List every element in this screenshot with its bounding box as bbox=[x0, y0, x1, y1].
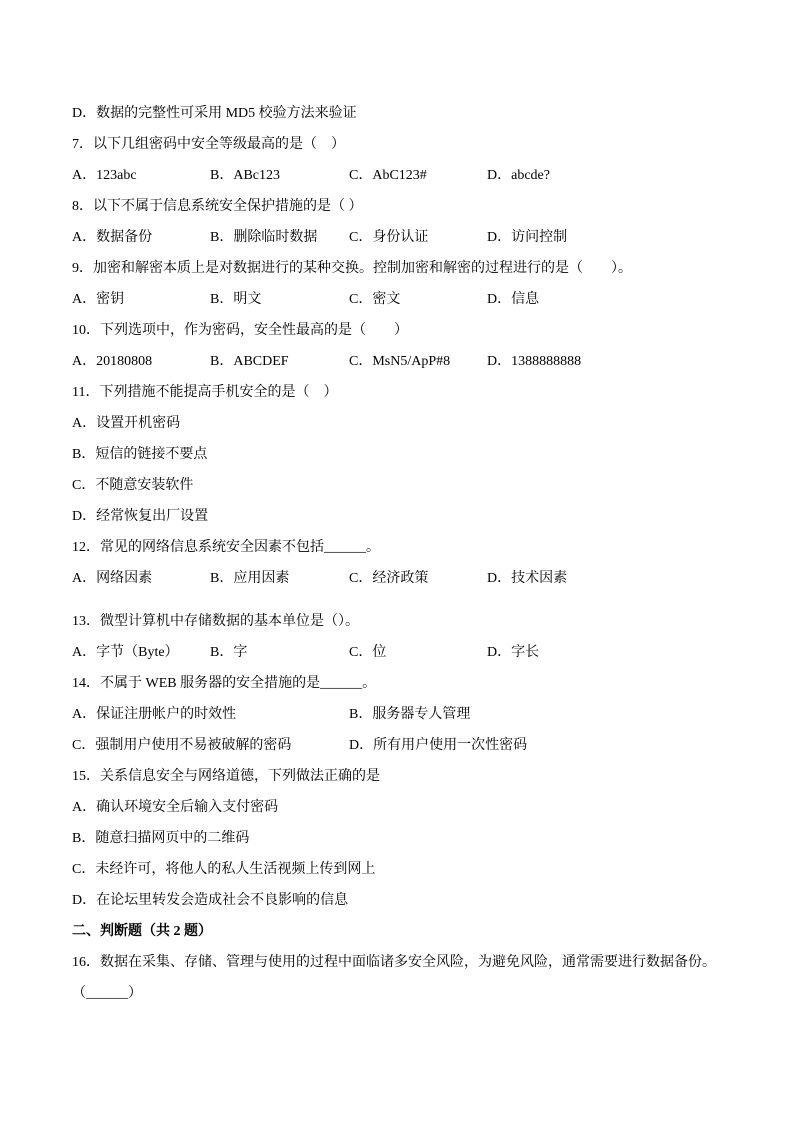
question-13-option-d: D．字长 bbox=[487, 645, 540, 660]
question-9-options bbox=[72, 284, 754, 315]
question-12-options bbox=[72, 563, 754, 594]
question-11-option-a: A．设置开机密码 bbox=[72, 416, 181, 431]
question-15-option-c: C．未经许可，将他人的私人生活视频上传到网上 bbox=[72, 862, 376, 877]
question-13-options bbox=[72, 637, 754, 668]
question-12-option-a: A．网络因素 bbox=[72, 571, 153, 586]
question-8-option-b: B．删除临时数据 bbox=[210, 230, 318, 245]
question-11-option-b: B．短信的链接不要点 bbox=[72, 447, 208, 462]
question-7-option-a: A．123abc bbox=[72, 168, 137, 183]
question-9-option-b: B．明文 bbox=[210, 292, 262, 307]
question-8-option-d: D．访问控制 bbox=[487, 230, 568, 245]
question-13-option-a: A．字节（Byte） bbox=[72, 645, 179, 660]
question-11-option-c: C．不随意安装软件 bbox=[72, 478, 194, 493]
question-10-option-d: D．1388888888 bbox=[487, 354, 582, 369]
question-10-stem: 10．下列选项中，作为密码，安全性最高的是（ ） bbox=[72, 323, 408, 338]
question-11-option-d: D．经常恢复出厂设置 bbox=[72, 509, 209, 524]
question-7-stem: 7．以下几组密码中安全等级最高的是（ ） bbox=[72, 137, 345, 152]
question-7-option-c: C．AbC123# bbox=[349, 168, 427, 183]
question-8-options bbox=[72, 222, 754, 253]
question-10-option-b: B．ABCDEF bbox=[210, 354, 289, 369]
question-10-option-a: A．20180808 bbox=[72, 354, 153, 369]
question-10-options bbox=[72, 346, 754, 377]
question-9-stem: 9．加密和解密本质上是对数据进行的某种交换。控制加密和解密的过程进行的是（ ）。 bbox=[72, 261, 632, 276]
question-13-stem: 13．微型计算机中存储数据的基本单位是（）。 bbox=[72, 614, 359, 629]
question-8-stem: 8．以下不属于信息系统安全保护措施的是（ ） bbox=[72, 199, 363, 214]
question-14-options-row-2 bbox=[72, 730, 754, 761]
question-15-stem: 15．关系信息安全与网络道德，下列做法正确的是 bbox=[72, 769, 380, 784]
question-14-option-b: B．服务器专人管理 bbox=[349, 707, 471, 722]
question-7-options bbox=[72, 160, 754, 191]
question-7-option-b: B．ABc123 bbox=[210, 168, 280, 183]
question-11-stem: 11．下列措施不能提高手机安全的是（ ） bbox=[72, 385, 338, 400]
question-9-option-c: C．密文 bbox=[349, 292, 401, 307]
question-14-stem: 14．不属于 WEB 服务器的安全措施的是______。 bbox=[72, 676, 377, 691]
question-14-option-d: D．所有用户使用一次性密码 bbox=[349, 738, 528, 753]
question-14-option-a: A．保证注册帐户的时效性 bbox=[72, 707, 237, 722]
question-7-option-d: D．abcde? bbox=[487, 168, 550, 183]
question-12-option-b: B．应用因素 bbox=[210, 571, 290, 586]
question-14-options-row-1 bbox=[72, 699, 754, 730]
question-12-option-c: C．经济政策 bbox=[349, 571, 429, 586]
question-8-option-c: C．身份认证 bbox=[349, 230, 429, 245]
question-10-option-c: C．MsN5/ApP#8 bbox=[349, 354, 451, 369]
question-14-option-c: C．强制用户使用不易被破解的密码 bbox=[72, 738, 292, 753]
question-16-stem: 16．数据在采集、存储、管理与使用的过程中面临诸多安全风险，为避免风险，通常需要进行数据备份。 bbox=[72, 955, 716, 970]
section-title-judgement: 二、判断题（共 2 题） bbox=[72, 924, 212, 939]
question-15-option-d: D．在论坛里转发会造成社会不良影响的信息 bbox=[72, 893, 349, 908]
question-12-stem: 12．常见的网络信息系统安全因素不包括______。 bbox=[72, 540, 380, 555]
question-9-option-d: D．信息 bbox=[487, 292, 540, 307]
question-6-option-d: D．数据的完整性可采用 MD5 校验方法来验证 bbox=[72, 106, 357, 121]
question-9-option-a: A．密钥 bbox=[72, 292, 125, 307]
question-12-option-d: D．技术因素 bbox=[487, 571, 568, 586]
question-13-option-c: C．位 bbox=[349, 645, 387, 660]
question-13-option-b: B．字 bbox=[210, 645, 248, 660]
question-15-option-a: A．确认环境安全后输入支付密码 bbox=[72, 800, 279, 815]
question-16-answer-blank: （______） bbox=[72, 986, 142, 1001]
question-8-option-a: A．数据备份 bbox=[72, 230, 153, 245]
question-15-option-b: B．随意扫描网页中的二维码 bbox=[72, 831, 250, 846]
